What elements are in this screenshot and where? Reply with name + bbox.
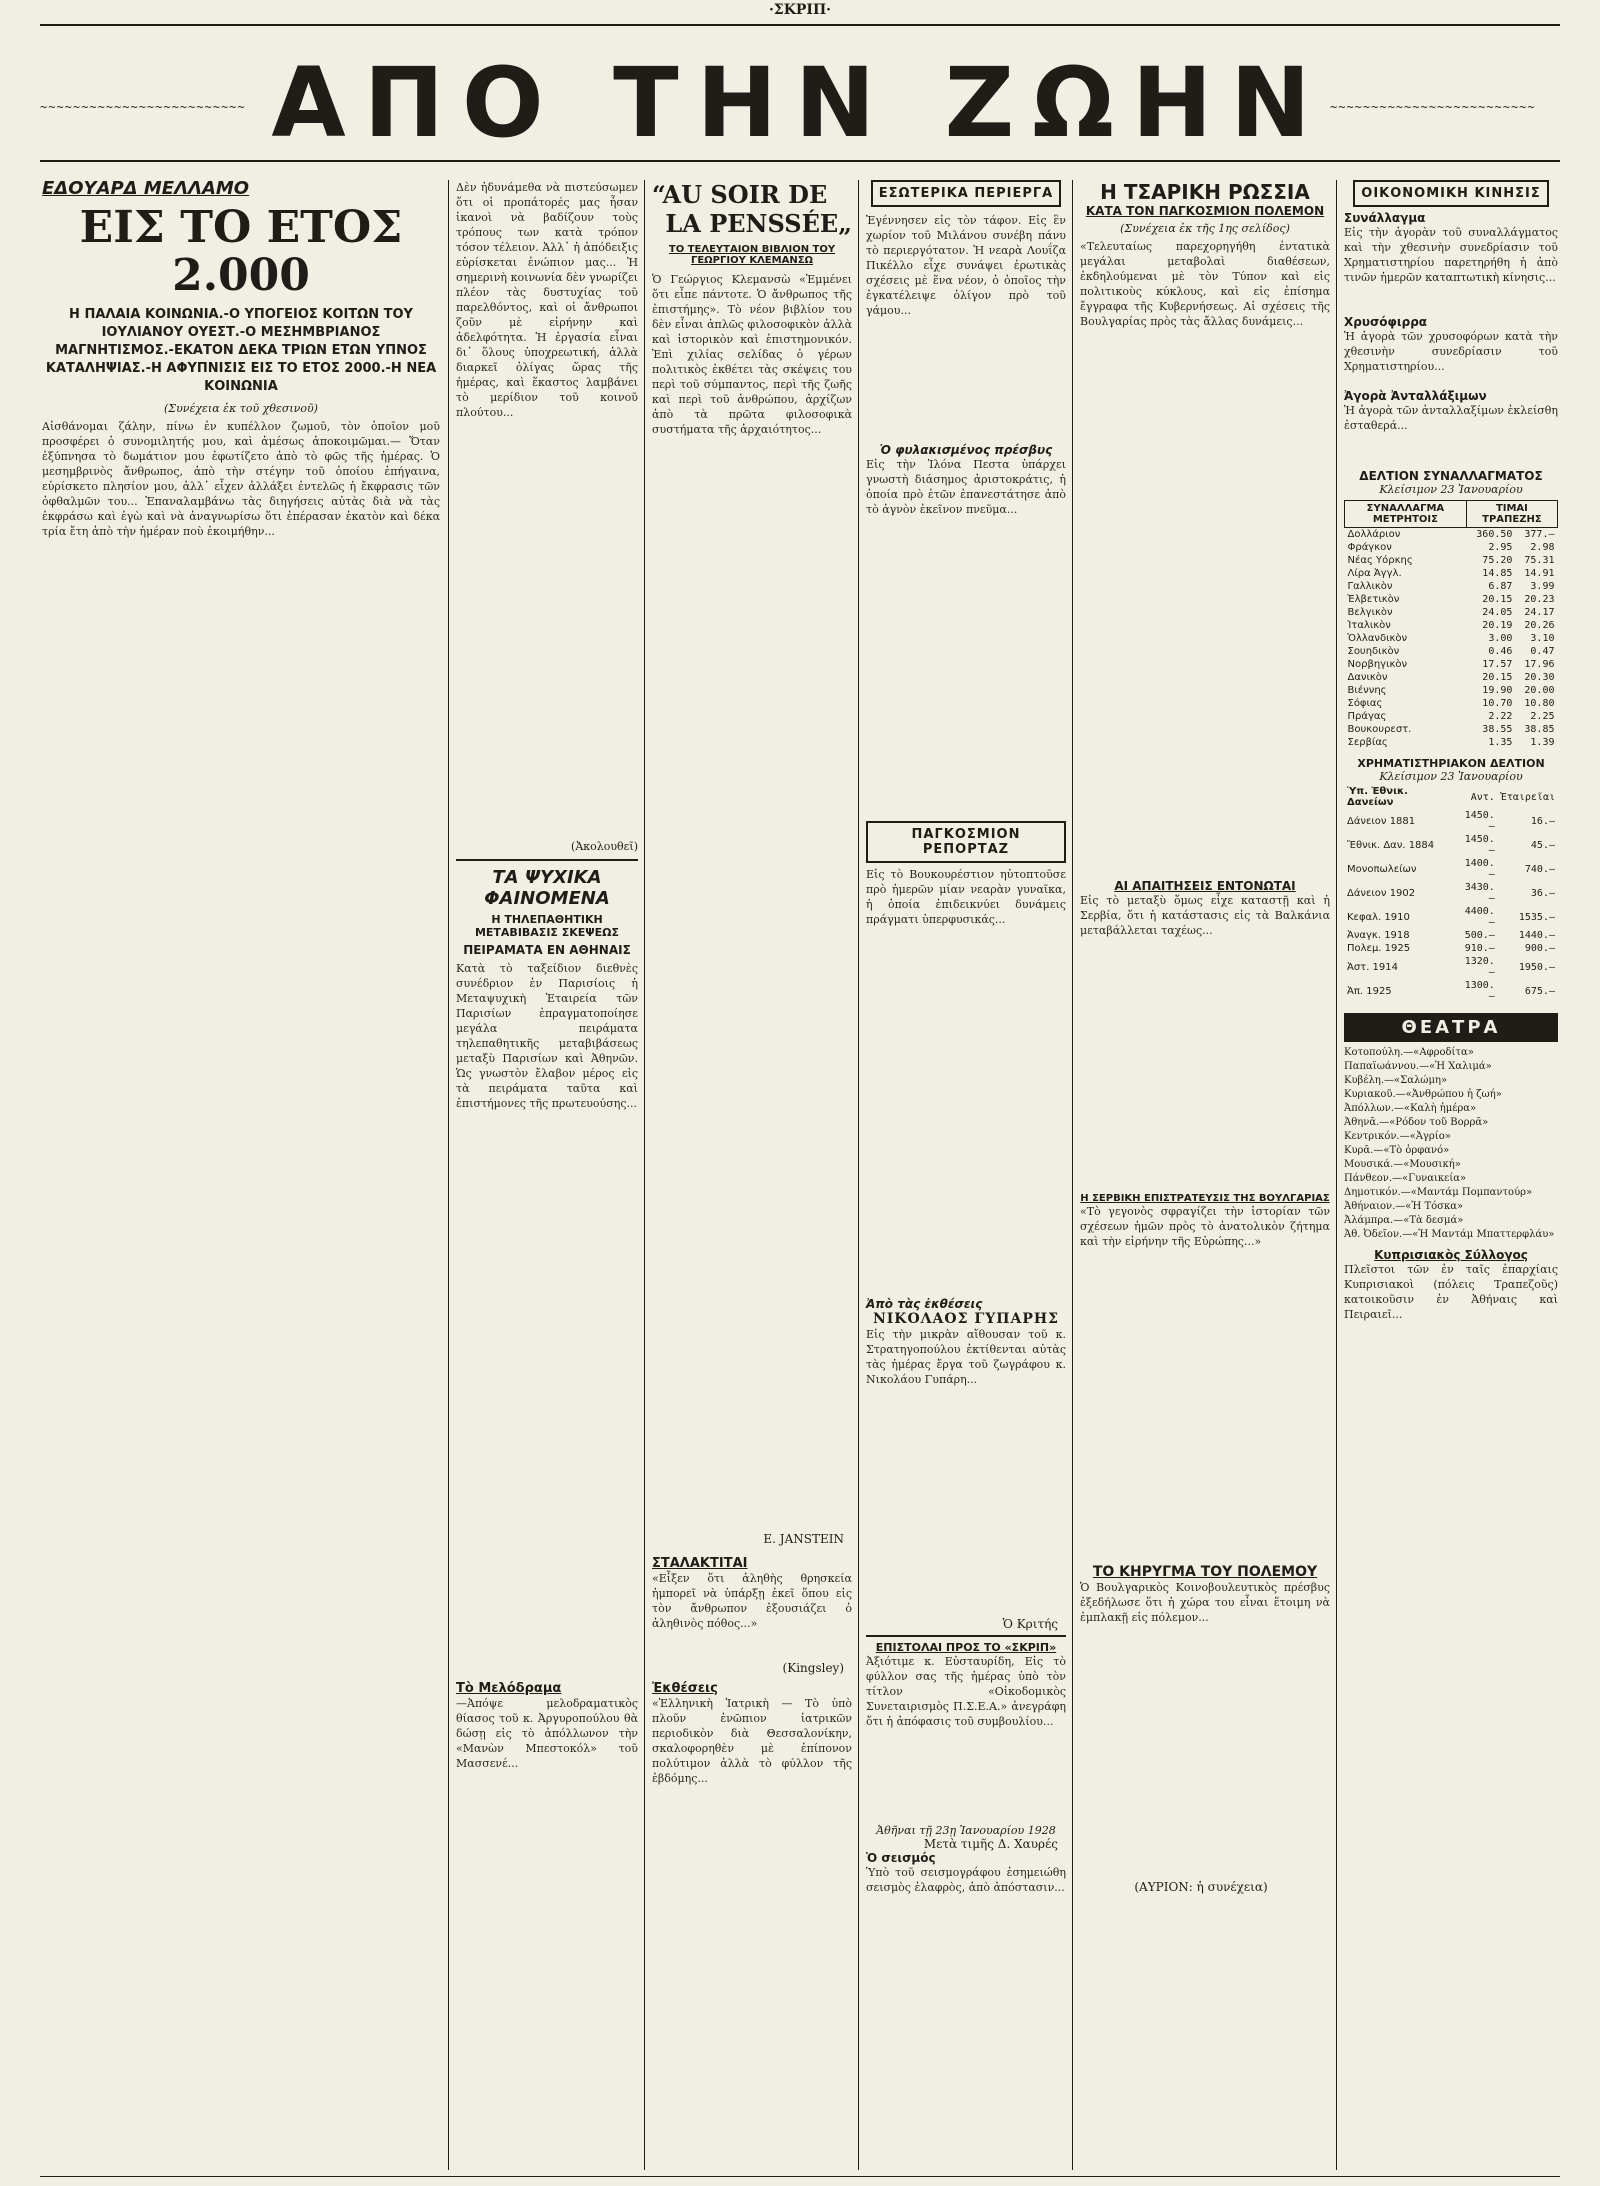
fx-sell: 24.17 — [1524, 607, 1555, 618]
esoteric-body: Ἐγέννησεν εἰς τὸν τάφον. Εἰς ἓν χωρίον τοῦ Μιλάνου συνέβη πάνυ τὸ περιεργότατον. Ἡ νεαρὰ Λουΐζα Πικέλλο εἶχε συνάψει ἐρωτικὰς σχέσεις μὲ ἕνα νέον, ὁ ὁποῖος τὴν ἐγκατέλειψε ὀλίγον πρὸ τοῦ γάμου... — [866, 214, 1070, 317]
stock-name: Πολεμ. 1925 — [1347, 943, 1411, 954]
fx-currency: Βιέννης — [1347, 685, 1387, 696]
au-soir-title-2: LA PENSSÉE„ — [665, 209, 852, 238]
headline: ΕΙΣ ΤΟ ΕΤΟΣ 2.000 — [79, 202, 403, 301]
fx-sell: 17.96 — [1524, 659, 1555, 670]
table-row — [1345, 593, 1558, 606]
kingsley: (Kingsley) — [782, 1661, 844, 1675]
column-divider — [448, 180, 449, 2170]
fx-sell: 2.98 — [1530, 542, 1555, 553]
fx-currency: Ὁλλανδικὸν — [1347, 633, 1408, 644]
stock-value: 1300.— — [1464, 980, 1495, 1002]
fx-currency: Γαλλικὸν — [1347, 581, 1393, 592]
signature: E. JANSTEIN — [763, 1532, 844, 1546]
list-item: Ἀλάμπρα.—«Τὰ δεσμά» — [1344, 1215, 1464, 1226]
fx-sell: 20.30 — [1524, 672, 1555, 683]
psychic-subtitle: Η ΤΗΛΕΠΑΘΗΤΙΚΗ ΜΕΤΑΒΙΒΑΣΙΣ ΣΚΕΨΕΩΣ — [474, 913, 620, 939]
exchangeables-body: Ἡ ἀγορὰ τῶν ἀνταλλαξίμων ἐκλείσθη ἐσταθερά... — [1344, 404, 1562, 432]
fx-buy: 1.35 — [1488, 737, 1513, 748]
divider-line — [866, 1635, 1066, 1637]
article-body: Αἰσθάνομαι ζάλην, πίνω ἐν κυπέλλον ζωμοῦ, τὸν ὁποῖον μοῦ προσφέρει ὁ συνομιλητής μου, καὶ ἀμέσως ἀποκοιμῶμαι.— Ὅταν ἐξύπνησα τὸ δωμάτιον μου ἐφωτίζετο ἀπὸ τὸ φῶς τῆς ἡμέρας. Ὁ μεσημβρινὸς ἄνθρωπος, ἀπὸ τὴν στέγην τοῦ ὁποίου ἐπήγαινα, εὑρίσκετο πλησίον μου, ἀλλ᾽ εἶχεν ἀλλάξει ἐντελῶς ἡ ἔκφρασις τῶν ὀφθαλμῶν του... Ἐπαναλαμβάνω τὰς διηγήσεις αὐτὰς διὰ νὰ τὰς ἐκφράσω καὶ ἐγὼ καὶ νὰ ἀναγνωρίσω ὅτι ἐπέρασαν ἑκατὸν καὶ δέκα τρία ἔτη ἀπὸ τὴν ἡμέραν ποὺ ἐκοιμήθην... — [42, 420, 444, 538]
list-item: Κεντρικόν.—«Ἀγρίο» — [1344, 1131, 1451, 1142]
stock-value-2: 900.— — [1524, 943, 1555, 954]
stock-value-2: 1950.— — [1518, 961, 1555, 973]
column-1 — [42, 178, 444, 2180]
stock-value-2: 45.— — [1530, 839, 1555, 851]
melodrama-body: —Ἀπόψε μελοδραματικὸς θίασος τοῦ κ. Ἀργυροπούλου θὰ δώσῃ εἰς τὸ ἀπόλλωνον τὴν «Μανὼν Μπεστοκόλ» τοῦ Μασσενέ... — [456, 1697, 642, 1770]
fx-currency: Σόφιας — [1347, 698, 1383, 709]
stock-value-2: 36.— — [1530, 887, 1555, 899]
fx-buy: 2.95 — [1488, 542, 1513, 553]
gold-head: Χρυσόφιρρα — [1344, 315, 1428, 329]
stock-value: 910.— — [1464, 943, 1495, 954]
stock-value: 1450.— — [1464, 810, 1495, 832]
top-rule — [40, 24, 1560, 26]
list-item: Παπαϊωάννου.—«Ἡ Χαλιμά» — [1344, 1061, 1492, 1072]
table-row — [1344, 942, 1558, 955]
column-3 — [652, 180, 856, 2180]
decorative-wave-left: ~~~~~~~~~~~~~~~~~~~~~~~~~ — [40, 100, 246, 114]
table-row — [1344, 881, 1558, 905]
stock-value: 4400.— — [1464, 906, 1495, 928]
experiments-head: ΠΕΙΡΑΜΑΤΑ ΕΝ ΑΘΗΝΑΙΣ — [463, 943, 631, 957]
fx-currency: Νέας Υόρκης — [1347, 555, 1413, 566]
table-row — [1344, 979, 1558, 1003]
fx-currency: Ἰταλικὸν — [1347, 620, 1391, 631]
fx-header: ΣΥΝΑΛΛΑΓΜΑ ΜΕΤΡΗΤΟΙΣ — [1345, 501, 1467, 528]
psychic-title: ΤΑ ΨΥΧΙΚΑ ΦΑΙΝΟΜΕΝΑ — [484, 867, 610, 909]
stalaktitai-body: «Εἶξεν ὅτι ἀληθὴς θρησκεία ἠμπορεῖ νὰ ὑπάρξῃ ἐκεῖ ὅπου εἰς τὸν ἄνθρωπον ἐξουσιάζει ὁ ἀληθινὸς πόθος...» — [652, 1572, 856, 1630]
fx-currency: Φράγκον — [1347, 542, 1392, 553]
econ-body: Εἰς τὴν ἀγορὰν τοῦ συναλλάγματος καὶ τὴν χθεσινὴν συνεδρίασιν τοῦ Χρηματιστηρίου παρετηρήθη ἡ ἀπὸ τινῶν ἡμερῶν καταπτωτικὴ κίνησις... — [1344, 226, 1562, 284]
fx-sell: 14.91 — [1524, 568, 1555, 579]
fx-sell: 1.39 — [1530, 737, 1555, 748]
list-item: Κυβέλη.—«Σαλώμη» — [1344, 1075, 1448, 1086]
table-row — [1345, 528, 1558, 542]
stock-name: Ἔθνικ. Δαν. 1884 — [1347, 839, 1435, 851]
kerygma-body: Ὁ Βουλγαρικὸς Κοινοβουλευτικὸς πρέσβυς ἐξεδήλωσε ὅτι ἡ χώρα του εἶναι ἕτοιμη νὰ ἐμπλακῇ εἰς πόλεμον... — [1080, 1581, 1334, 1624]
au-soir-subtitle: ΤΟ ΤΕΛΕΥΤΑΙΟΝ ΒΙΒΛΙΟΝ ΤΟΥ ΓΕΩΡΓΙΟΥ ΚΛΕΜΑΝΣΩ — [668, 244, 836, 266]
table-row — [1344, 809, 1558, 833]
table-row — [1345, 554, 1558, 567]
stock-value: 3430.— — [1464, 882, 1495, 904]
critic-signature: Ὁ Κριτής — [1002, 1617, 1058, 1631]
ekthesis-head: Ἐκθέσεις — [652, 1681, 718, 1696]
fx-buy: 10.70 — [1482, 698, 1513, 709]
seismos-body: Ὑπὸ τοῦ σεισμογράφου ἐσημειώθη σεισμὸς ἐλαφρὸς, ἀπὸ ἀπόστασιν... — [866, 1866, 1070, 1894]
list-item: Δημοτικόν.—«Μαντάμ Πομπαντούρ» — [1344, 1187, 1533, 1198]
stock-value-2: 1535.— — [1518, 911, 1555, 923]
fx-buy: 20.15 — [1482, 672, 1513, 683]
fx-currency: Σουηδικὸν — [1347, 646, 1400, 657]
russia-title: Η ΤΣΑΡΙΚΗ ΡΩΣΣΙΑ — [1100, 180, 1310, 204]
exchangeables-head: Ἀγορὰ Ἀνταλλάξιμων — [1344, 389, 1487, 403]
fx-currency: Δολλάριον — [1347, 529, 1401, 540]
fx-buy: 24.05 — [1482, 607, 1513, 618]
continuation-note: (Συνέχεια ἐκ τοῦ χθεσινοῦ) — [164, 402, 318, 415]
kerygma-tomorrow: (ΑΥΡΙΟΝ: ἡ συνέχεια) — [1134, 1880, 1268, 1894]
fx-sell: 10.80 — [1524, 698, 1555, 709]
fx-header: ΤΙΜΑΙ ΤΡΑΠΕΖΗΣ — [1466, 501, 1557, 528]
fx-table — [1344, 500, 1558, 749]
fx-currency: Ἑλβετικὸν — [1347, 594, 1400, 605]
esoteric-title: ΕΣΩΤΕΡΙΚΑ ΠΕΡΙΕΡΓΑ — [871, 180, 1061, 207]
melodrama-head: Τὸ Μελόδραμα — [456, 1681, 562, 1696]
fx-currency: Λίρα Ἀγγλ. — [1347, 568, 1402, 579]
stalaktitai-head: ΣΤΑΛΑΚΤΙΤΑΙ — [652, 1556, 748, 1571]
list-item: Ἀθ. Ὀδεῖον.—«Ἡ Μαντάμ Μπαττερφλάυ» — [1344, 1229, 1555, 1240]
column-6 — [1344, 180, 1562, 2180]
column-2 — [456, 180, 642, 2180]
russia-subtitle: ΚΑΤΑ ΤΟΝ ΠΑΓΚΟΣΜΙΟΝ ΠΟΛΕΜΟΝ — [1085, 204, 1325, 218]
fx-currency: Νορβηγικὸν — [1347, 659, 1408, 670]
kerygma-head: ΤΟ ΚΗΡΥΓΜΑ ΤΟΥ ΠΟΛΕΜΟΥ — [1092, 1564, 1318, 1580]
subhead: Η ΠΑΛΑΙΑ ΚΟΙΝΩΝΙΑ.-Ο ΥΠΟΓΕΙΟΣ ΚΟΙΤΩΝ ΤΟΥ ΙΟΥΛΙΑΝΟΥ ΟΥΕΣΤ.-Ο ΜΕΣΗΜΒΡΙΑΝΟΣ ΜΑΓΝΗΤΙΣΜΟΣ.-ΕΚΑΤΟΝ ΔΕΚΑ ΤΡΙΩΝ ΕΤΩΝ ΥΠΝΟΣ ΚΑΤΑΛΗΨΙΑΣ.-Η ΑΦΥΠΝΙΣΙΣ ΕΙΣ ΤΟ ΕΤΟΣ 2000.-Η ΝΕΑ ΚΟΙΝΩΝΙΑ — [45, 307, 437, 394]
fx-sell: 2.25 — [1530, 711, 1555, 722]
fx-buy: 38.55 — [1482, 724, 1513, 735]
table-row — [1345, 619, 1558, 632]
note-body: Εἰς τὴν Ἰλόνα Πεστα ὑπάρχει γνωστὴ διάσημος ἀριστοκράτις, ἡ ὁποία πρὸ ἐτῶν ἐπανεστάτησε ἀπὸ τὸ ἀγνὸν ἐκεῖνον πνεῦμα... — [866, 458, 1070, 516]
gold-body: Ἡ ἀγορὰ τῶν χρυσοφόρων κατὰ τὴν χθεσινὴν συνεδρίασιν τοῦ Χρηματιστηρίου... — [1344, 330, 1562, 373]
fx-buy: 6.87 — [1488, 581, 1513, 592]
list-item: Κυριακοῦ.—«Ἀνθρώπου ἡ ζωή» — [1344, 1089, 1502, 1100]
note-head: Ὁ φυλακισμένος πρέσβυς — [879, 443, 1053, 457]
letters-signature: Μετὰ τιμῆς Δ. Χαυρές — [923, 1837, 1058, 1851]
table-row — [1345, 671, 1558, 684]
fx-title: ΔΕΛΤΙΟΝ ΣΥΝΑΛΛΑΓΜΑΤΟΣ — [1359, 469, 1543, 483]
fx-sell: 20.23 — [1524, 594, 1555, 605]
table-row — [1344, 785, 1558, 809]
table-row — [1345, 632, 1558, 645]
table-row — [1345, 684, 1558, 697]
fx-currency: Σερβίας — [1347, 737, 1388, 748]
continued-note: (Ἀκολουθεῖ) — [571, 840, 638, 853]
fx-buy: 360.50 — [1476, 529, 1513, 540]
fx-buy: 3.00 — [1488, 633, 1513, 644]
table-row — [1345, 645, 1558, 658]
list-item: Πάνθεον.—«Γυναικεία» — [1344, 1173, 1467, 1184]
table-row — [1345, 710, 1558, 723]
title-rule — [40, 160, 1560, 162]
letters-body: Ἀξιότιμε κ. Εὐσταυρίδη, Εἰς τὸ φύλλον σας τῆς ἡμέρας ὑπὸ τὸν τίτλον «Οἰκοδομικὸς Συνεταιρισμὸς Π.Σ.Ε.Α.» ἀνεγράφη ὅτι ἡ ἀπόφασις τοῦ συμβουλίου... — [866, 1655, 1070, 1728]
page-title: ΑΠΟ ΤΗΝ ΖΩΗΝ — [271, 47, 1329, 159]
column-divider — [1072, 180, 1073, 2170]
seismos-head: Ὁ σεισμός — [866, 1851, 936, 1865]
stock-value-2: 1440.— — [1518, 930, 1555, 941]
masthead: ·ΣΚΡΙΠ· — [768, 2, 832, 18]
stock-title: ΧΡΗΜΑΤΙΣΤΗΡΙΑΚΟΝ ΔΕΛΤΙΟΝ — [1357, 757, 1545, 770]
fx-sell: 20.00 — [1524, 685, 1555, 696]
stock-value: 500.— — [1464, 930, 1495, 941]
author-name: ΝΙΚΟΛΑΟΣ ΓΥΠΑΡΗΣ — [872, 1311, 1060, 1327]
stock-value: 1320.— — [1464, 956, 1495, 978]
stock-name: Κεφαλ. 1910 — [1347, 911, 1410, 923]
stock-value: 1450.— — [1464, 834, 1495, 856]
author-body: Εἰς τὴν μικρὰν αἴθουσαν τοῦ κ. Στρατηγοπούλου ἐκτίθενται αὐτὰς τὰς ἡμέρας ἔργα τοῦ ζωγράφου κ. Νικολάου Γυπάρη... — [866, 1328, 1070, 1386]
stock-value-2: 740.— — [1524, 863, 1555, 875]
list-item: Κοτοπούλη.—«Αφροδίτα» — [1344, 1047, 1474, 1058]
bulgaria-body: «Τὸ γεγονὸς σφραγίζει τὴν ἱστορίαν τῶν σχέσεων ἡμῶν πρὸς τὸ ἀνατολικὸν ζήτημα καὶ τὴν εἰρήνην τῆς Εὐρώπης...» — [1080, 1205, 1334, 1248]
fx-buy: 19.90 — [1482, 685, 1513, 696]
fx-currency: Δανικὸν — [1347, 672, 1388, 683]
fx-sell: 75.31 — [1524, 555, 1555, 566]
stock-value-2: 16.— — [1530, 815, 1555, 827]
stock-value-2: Ἐταιρεῖαι — [1500, 791, 1555, 803]
table-row — [1345, 658, 1558, 671]
au-soir-title-1: “AU SOIR DE — [652, 180, 828, 209]
list-item: Μουσικά.—«Μουσική» — [1344, 1159, 1461, 1170]
column-5 — [1080, 180, 1334, 2180]
divider-line — [456, 859, 638, 861]
table-row — [1345, 567, 1558, 580]
stock-name: Μονοπωλείων — [1347, 863, 1417, 875]
stock-value: Αντ. — [1470, 791, 1495, 803]
table-row — [1345, 736, 1558, 749]
ekthesis-body: «Ἑλληνικὴ Ἰατρικὴ — Τὸ ὑπὸ πλοῦν ἐνῶπιον ἰατρικῶν περιοδικὸν διὰ Θεσσαλονίκην, σκαλοφορηθὲν μὲ ἐπίπονον πολύτιμον ἀλλὰ τὸ φύλλον τῆς ἑβδόμης... — [652, 1697, 856, 1785]
list-item: Ἀθηνᾶ.—«Ρόδον τοῦ Βορρᾶ» — [1344, 1117, 1489, 1128]
list-item: Ἀθήναιον.—«Ἡ Τόσκα» — [1344, 1201, 1464, 1212]
cyprus-society-body: Πλεῖστοι τῶν ἐν ταῖς ἐπαρχίαις Κυπρισιακοὶ (πόλεις Τραπεζοῦς) κατοικοῦσιν ἐν Ἀθήναις καὶ Πειραιεῖ... — [1344, 1263, 1562, 1321]
fx-buy: 2.22 — [1488, 711, 1513, 722]
letters-head: ΕΠΙΣΤΟΛΑΙ ΠΡΟΣ ΤΟ «ΣΚΡΙΠ» — [875, 1641, 1057, 1654]
column-divider — [1336, 180, 1337, 2170]
fx-sell: 3.10 — [1530, 633, 1555, 644]
bottom-rule — [40, 2176, 1560, 2177]
stock-value-2: 675.— — [1524, 985, 1555, 997]
psychic-body: Κατὰ τὸ ταξείδιον διεθνὲς συνέδριον ἐν Παρισίοις ἡ Μεταψυχικὴ Ἑταιρεία τῶν Παρισίων ἐπραγματοποίησε μεγάλα πειράματα τηλεπαθητικῆς μεταβιβάσεως μεταξὺ Παρισίων καὶ Ἀθηνῶν. Ὡς γνωστὸν ἔλαβον μέρος εἰς τὰ πειράματα ταῦτα καὶ ἐπιστήμονες τῆς πρωτευούσης... — [456, 962, 642, 1110]
econ-title: ΟΙΚΟΝΟΜΙΚΗ ΚΙΝΗΣΙΣ — [1353, 180, 1548, 207]
demands-body: Εἰς τὸ μεταξὺ ὅμως εἶχε καταστῇ καὶ ἡ Σερβία, ὅτι ἡ κατάστασις εἰς τὰ Βαλκάνια μεταβάλλεται ταχέως... — [1080, 894, 1334, 937]
fx-buy: 17.57 — [1482, 659, 1513, 670]
table-row — [1345, 697, 1558, 710]
table-row — [1345, 606, 1558, 619]
table-row — [1344, 929, 1558, 942]
stock-name: Δάνειον 1881 — [1347, 815, 1416, 827]
article-body-continued: Δὲν ἠδυνάμεθα νὰ πιστεύσωμεν ὅτι οἱ προπάτορές μας ἦσαν ἱκανοὶ νὰ βαδίζουν τοὺς τρόπους των κατὰ τρόπον τόσον τέλειον. Ἀλλ᾽ ἡ ἀπόδειξις εὑρίσκεται ἐνώπιον μας... Ἡ σημερινὴ κοινωνία δὲν γνωρίζει πλέον τὰς δυστυχίας τοῦ παρελθόντος, καὶ οἱ ἄνθρωποι ζοῦν μὲ εἰρήνην καὶ ἀδελφότητα. Ἡ ἐργασία εἶναι δι᾽ ὅλους ὑποχρεωτική, ἀλλὰ διαρκεῖ ὀλίγας ὥρας τῆς ἡμέρας, καὶ ἕκαστος λαμβάνει τὸ μερίδιον τοῦ κοινοῦ πλούτου... — [456, 181, 642, 419]
ekthesis-head-2: Ἀπὸ τὰς ἐκθέσεις — [866, 1297, 983, 1311]
cyprus-society-head: Κυπρισιακὸς Σύλλογος — [1374, 1248, 1528, 1262]
stock-name: Ὑπ. Ἐθνικ. Δανείων — [1347, 786, 1408, 808]
fx-date: Κλείσιμον 23 Ἰανουαρίου — [1379, 483, 1523, 496]
au-soir-body: Ὁ Γεώργιος Κλεμανσὼ «Ἐμμένει ὅτι εἶπε πάντοτε. Ὁ ἄνθρωπος τῆς ἐπιστήμης». Τὸ νέον βιβλίον του δὲν εἶναι ἁπλῶς φιλοσοφικὸν ἀλλὰ καὶ ἱστορικὸν καὶ ἐπιστημονικόν. Ἐπὶ χιλίας σελίδας ὁ γέρων πολιτικὸς ἐκθέτει τὰς σκέψεις του περὶ τοῦ σύμπαντος, περὶ τῆς ζωῆς καὶ περὶ τοῦ ἀνθρώπου, ἀρχίζων ἀπὸ τὰ πρῶτα φιλοσοφικὰ συστήματα τῆς ἀρχαιότητος... — [652, 273, 856, 436]
bulgaria-head: Η ΣΕΡΒΙΚΗ ΕΠΙΣΤΡΑΤΕΥΣΙΣ ΤΗΣ ΒΟΥΛΓΑΡΙΑΣ — [1080, 1193, 1330, 1204]
table-row — [1344, 905, 1558, 929]
table-row — [1345, 541, 1558, 554]
fx-buy: 0.46 — [1488, 646, 1513, 657]
fx-currency: Βουκουρεστ. — [1347, 724, 1412, 735]
fx-sell: 20.26 — [1524, 620, 1555, 631]
column-4 — [866, 180, 1070, 2180]
stock-name: Δάνειον 1902 — [1347, 887, 1416, 899]
fx-buy: 20.15 — [1482, 594, 1513, 605]
stock-name: Ἀπ. 1925 — [1347, 985, 1392, 997]
stock-table — [1344, 785, 1558, 1003]
list-item: Ἀπόλλων.—«Καλὴ ἡμέρα» — [1344, 1103, 1477, 1114]
fx-currency: Βελγικὸν — [1347, 607, 1393, 618]
column-divider — [858, 180, 859, 2170]
byline: ΕΔΟΥΑΡΔ ΜΕΛΛΑΜΟ — [42, 178, 250, 199]
stock-date: Κλείσιμον 23 Ἰανουαρίου — [1379, 770, 1523, 783]
table-row — [1344, 833, 1558, 857]
table-row — [1344, 955, 1558, 979]
econ-head: Συνάλλαγμα — [1344, 211, 1426, 225]
fx-sell: 0.47 — [1530, 646, 1555, 657]
fx-sell: 377.— — [1524, 529, 1555, 540]
fx-buy: 14.85 — [1482, 568, 1513, 579]
list-item: Κυρᾶ.—«Τὸ ὀρφανό» — [1344, 1145, 1450, 1156]
fx-currency: Πράγας — [1347, 711, 1387, 722]
stock-value: 1400.— — [1464, 858, 1495, 880]
letters-date: Ἀθῆναι τῇ 23ῃ Ἰανουαρίου 1928 — [876, 1824, 1056, 1837]
fx-buy: 20.19 — [1482, 620, 1513, 631]
decorative-wave-right: ~~~~~~~~~~~~~~~~~~~~~~~~~ — [1330, 100, 1536, 114]
stock-name: Ἀναγκ. 1918 — [1347, 930, 1410, 941]
theatre-list — [1344, 1046, 1558, 1242]
theatre-title: ΘΕΑΤΡΑ — [1344, 1013, 1558, 1042]
column-divider — [644, 180, 645, 2170]
report-title: ΠΑΓΚΟΣΜΙΟΝ ΡΕΠΟΡΤΑΖ — [866, 821, 1066, 863]
stock-name: Ἀστ. 1914 — [1347, 961, 1399, 973]
fx-sell: 3.99 — [1530, 581, 1555, 592]
demands-head: ΑΙ ΑΠΑΙΤΗΣΕΙΣ ΕΝΤΟΝΩΤΑΙ — [1114, 879, 1296, 893]
report-body: Εἰς τὸ Βουκουρέστιον ηὑτοπτοῦσε πρὸ ἡμερῶν μίαν νεαρὰν γυναῖκα, ἡ ὁποία ἐπιδεικνύει δυνάμεις πράγματι ὑπερφυσικάς... — [866, 868, 1070, 926]
table-row — [1344, 857, 1558, 881]
fx-buy: 75.20 — [1482, 555, 1513, 566]
russia-continuation: (Συνέχεια ἐκ τῆς 1ης σελίδος) — [1120, 222, 1290, 235]
table-row — [1345, 723, 1558, 736]
russia-body: «Τελευταίως παρεχορηγήθη ἐντατικὰ μεγάλαι μεταβολαὶ διαθέσεων, ἐκδηλούμεναι μὲ τὸν Τύπον καὶ εἰς πολιτικοὺς κύκλους, καὶ εἰς ἐπίσημα ἔγγραφα τῆς Κυβερνήσεως. Αἱ σχέσεις τῆς Βουλγαρίας πρὸς τὰς ἄλλας δυνάμεις... — [1080, 240, 1334, 328]
fx-sell: 38.85 — [1524, 724, 1555, 735]
table-row — [1345, 580, 1558, 593]
